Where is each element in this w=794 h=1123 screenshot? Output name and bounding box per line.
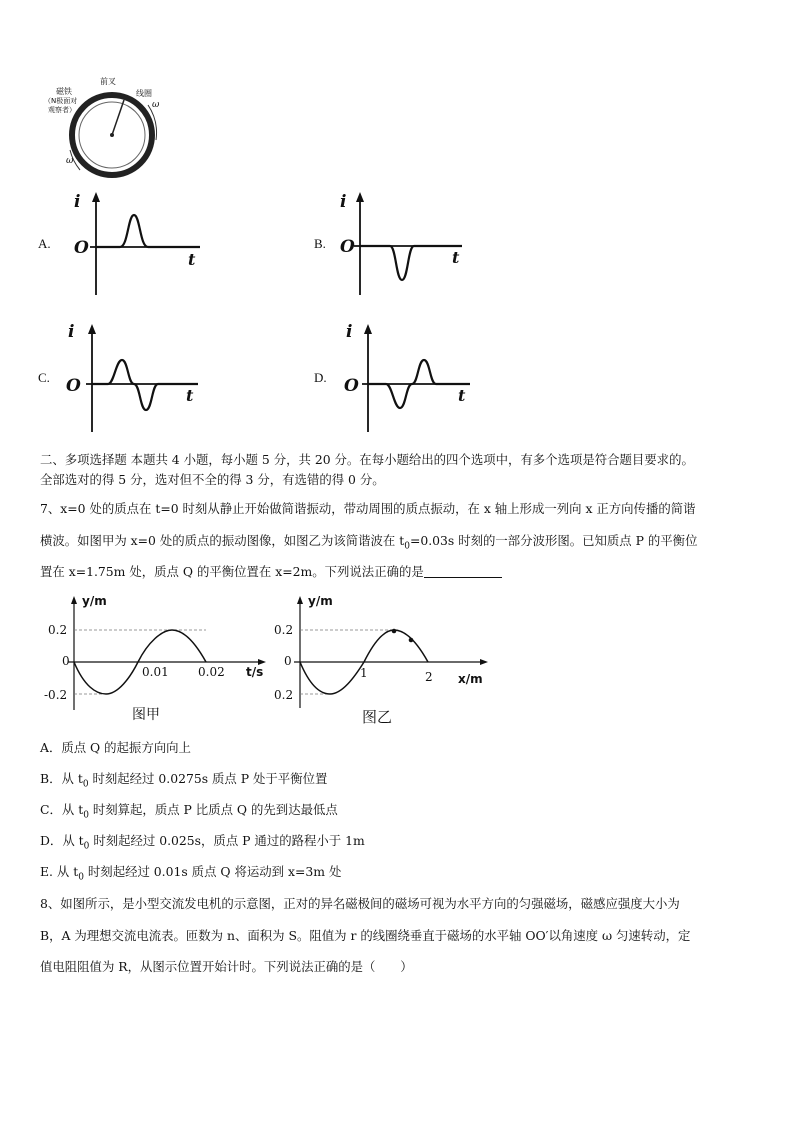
option-c-letter: C. bbox=[38, 370, 50, 385]
yi-y-neg: 0.2 bbox=[274, 688, 294, 702]
q7-option-b-b: 时刻起经过 0.0275s 质点 P 处于平衡位置 bbox=[88, 771, 328, 786]
jia-caption: 图甲 bbox=[132, 707, 160, 723]
jia-xlabel: t/s bbox=[246, 665, 264, 679]
coil-label: 线圈 bbox=[136, 89, 152, 98]
yi-x-tick2: 2 bbox=[425, 670, 433, 684]
option-d-t-label: t bbox=[458, 386, 466, 405]
option-c-graph bbox=[60, 322, 210, 436]
q7-option-a[interactable] bbox=[40, 739, 191, 757]
q7-line2 bbox=[40, 532, 697, 555]
graph-jia bbox=[40, 592, 276, 724]
option-b-letter: B. bbox=[314, 236, 326, 251]
jia-x-tick1: 0.01 bbox=[142, 665, 169, 679]
option-b-t-label: t bbox=[452, 248, 460, 267]
option-b-i-label: i bbox=[340, 192, 347, 212]
magnet-note-1: （N极面对 bbox=[44, 97, 78, 105]
section2-line2: 全部选对的得 5 分，选对但不全的得 3 分，有选错的得 0 分。 bbox=[40, 472, 385, 487]
q7-option-e-b: 时刻起经过 0.01s 质点 Q 将运动到 x=3m 处 bbox=[83, 864, 342, 879]
q7-option-e-sub: 0 bbox=[78, 872, 84, 883]
q7-option-c-a: C．从 t bbox=[40, 802, 84, 817]
omega-label-left: ω bbox=[66, 156, 74, 166]
q7-option-e[interactable] bbox=[40, 863, 341, 886]
jia-y-neg: -0.2 bbox=[44, 688, 68, 702]
q7-line3 bbox=[40, 563, 502, 581]
q7-line1: 7、x=0 处的质点在 t=0 时刻从静止开始做简谐振动，带动周围的质点振动，在 x 轴上形成一列向 x 正方向传播的简谐 bbox=[40, 501, 696, 516]
option-b-o-label: O bbox=[340, 237, 355, 257]
jia-y-pos: 0.2 bbox=[48, 623, 68, 637]
q7-option-b-a: B．从 t bbox=[40, 771, 83, 786]
yi-x-tick1: 1 bbox=[360, 666, 368, 680]
q8-line3: 值电阻阻值为 R，从图示位置开始计时。下列说法正确的是（ ） bbox=[40, 959, 413, 974]
graph-yi bbox=[270, 592, 500, 728]
option-c-o-label: O bbox=[66, 376, 81, 396]
yi-xlabel: x/m bbox=[458, 672, 483, 686]
option-c-i-label: i bbox=[68, 322, 75, 342]
q7-option-d-a: D．从 t bbox=[40, 833, 84, 848]
option-a-o-label: O bbox=[74, 238, 89, 258]
jia-y-zero: 0 bbox=[62, 654, 70, 668]
jia-x-tick2: 0.02 bbox=[198, 665, 225, 679]
wheel-figure bbox=[40, 77, 170, 200]
q7-option-b-sub: 0 bbox=[82, 779, 89, 790]
q7-option-d-b: 时刻起经过 0.025s，质点 P 通过的路程小于 1m bbox=[89, 833, 365, 848]
section2-line1: 二、多项选择题 本题共 4 小题，每小题 5 分，共 20 分。在每小题给出的四个选项中，有多个选项是符合题目要求的。 bbox=[40, 452, 694, 467]
q8-line1: 8、如图所示，是小型交流发电机的示意图，正对的异名磁极间的磁场可视为水平方向的匀强磁场，磁感应强度大小为 bbox=[40, 896, 680, 911]
q7-line2-sub: 0 bbox=[404, 541, 410, 552]
yi-ylabel: y/m bbox=[308, 594, 333, 608]
magnet-note-2: 观察者） bbox=[48, 106, 76, 114]
q8-line2: B，A 为理想交流电流表。匝数为 n、面积为 S。阻值为 r 的线圈绕垂直于磁场的水平轴 OO′以角速度 ω 匀速转动，定 bbox=[40, 928, 691, 943]
option-d-i-label: i bbox=[346, 322, 353, 342]
q7-line3-text: 置在 x=1.75m 处，质点 Q 的平衡位置在 x=2m。下列说法正确的是 bbox=[40, 564, 424, 579]
option-b-graph bbox=[332, 190, 482, 300]
fork-label: 前叉 bbox=[100, 77, 116, 86]
q7-line2-b: =0.03s 时刻的一部分波形图。已知质点 P 的平衡位 bbox=[409, 533, 698, 548]
q7-option-d[interactable] bbox=[40, 832, 365, 855]
option-a-i-label: i bbox=[74, 192, 81, 212]
q7-line2-a: 横波。如图甲为 x=0 处的质点的振动图像，如图乙为该简谐波在 t bbox=[40, 533, 405, 548]
answer-blank[interactable] bbox=[424, 564, 502, 578]
q7-option-a-text: A．质点 Q 的起振方向向上 bbox=[40, 740, 191, 755]
omega-label-right: ω bbox=[152, 100, 160, 110]
option-d-letter: D. bbox=[314, 370, 327, 385]
q7-option-d-sub: 0 bbox=[83, 841, 90, 852]
yi-caption: 图乙 bbox=[362, 708, 393, 726]
option-d-graph bbox=[338, 322, 488, 436]
magnet-label: 磁铁 bbox=[56, 87, 72, 96]
q7-option-e-a: E. 从 t bbox=[40, 864, 79, 879]
q7-option-c-b: 时刻算起，质点 P 比质点 Q 的先到达最低点 bbox=[88, 802, 338, 817]
option-a-graph bbox=[60, 190, 210, 300]
yi-y-pos: 0.2 bbox=[274, 623, 294, 637]
option-d-o-label: O bbox=[344, 376, 359, 396]
yi-y-zero: 0 bbox=[284, 654, 292, 668]
option-c-t-label: t bbox=[186, 386, 194, 405]
q7-option-c[interactable] bbox=[40, 801, 338, 824]
q7-option-c-sub: 0 bbox=[83, 810, 89, 821]
q7-option-b[interactable] bbox=[40, 770, 327, 793]
option-a-letter: A. bbox=[38, 236, 51, 251]
jia-ylabel: y/m bbox=[82, 594, 107, 608]
option-a-t-label: t bbox=[188, 250, 196, 269]
